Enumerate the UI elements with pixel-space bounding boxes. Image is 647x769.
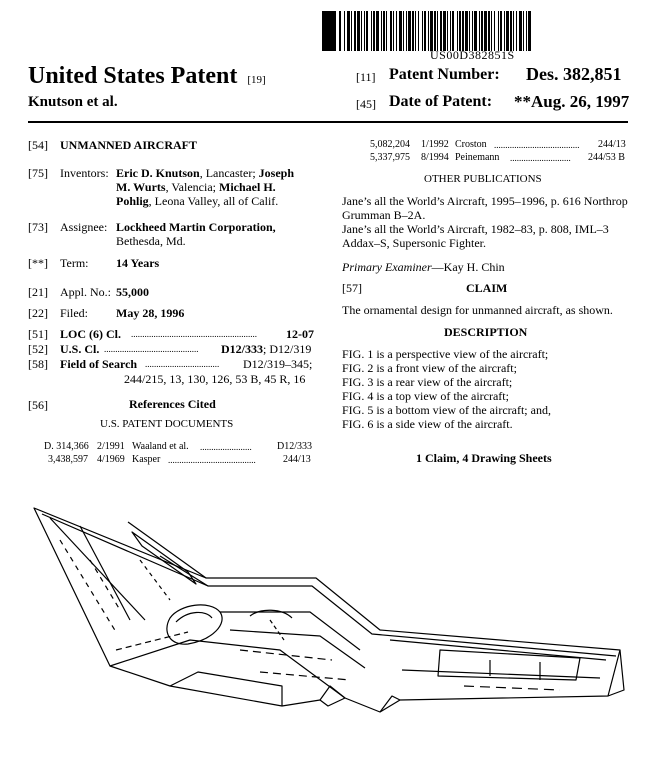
ref-date: 4/1969 xyxy=(97,454,125,465)
loc-label: LOC (6) Cl. xyxy=(60,327,121,341)
assignee-code: [73] xyxy=(28,220,48,234)
ref-num: D. 314,366 xyxy=(44,441,89,452)
ref-num: 3,438,597 xyxy=(48,454,88,465)
ref-date: 8/1994 xyxy=(421,152,449,163)
ref-class: D12/333 xyxy=(277,441,312,452)
primary-examiner: Primary Examiner—Kay H. Chin xyxy=(342,260,505,274)
ref-name: Peinemann xyxy=(455,152,500,163)
ref-class: 244/13 xyxy=(283,454,311,465)
uscl-dots: .......................................... xyxy=(104,344,199,354)
fig-item: FIG. 2 is a front view of the aircraft; xyxy=(342,361,517,375)
assignee-line-2: Bethesda, Md. xyxy=(116,234,186,248)
aircraft-drawing xyxy=(20,500,630,745)
filed-value: May 28, 1996 xyxy=(116,306,185,320)
inventors-line-1: Eric D. Knutson, Lancaster; Joseph xyxy=(116,166,294,180)
ref-num: 5,082,204 xyxy=(370,139,410,150)
inventors-line-3: Pohlig, Leona Valley, all of Calif. xyxy=(116,194,279,208)
refs-title: References Cited xyxy=(129,397,216,411)
uscl-code: [52] xyxy=(28,342,48,356)
ref-class: 244/53 B xyxy=(588,152,625,163)
claim-text: The ornamental design for unmanned aircraft, as shown. xyxy=(342,303,613,317)
assignee-line-1: Lockheed Martin Corporation, xyxy=(116,220,276,234)
description-title: DESCRIPTION xyxy=(444,325,528,339)
loc-dots: ........................................................ xyxy=(131,329,257,339)
fig-item: FIG. 3 is a rear view of the aircraft; xyxy=(342,375,513,389)
claim-title: CLAIM xyxy=(466,281,508,295)
search-code: [58] xyxy=(28,357,48,371)
filed-label: Filed: xyxy=(60,306,89,320)
ref-num: 5,337,975 xyxy=(370,152,410,163)
number-label: Patent Number: xyxy=(389,66,500,83)
search-label: Field of Search xyxy=(60,357,138,371)
term-code: [**] xyxy=(28,256,48,270)
ref-dots: ....................... xyxy=(200,442,252,452)
date-code: [45] xyxy=(356,97,376,111)
fig-item: FIG. 1 is a perspective view of the aircraft; xyxy=(342,347,549,361)
barcode xyxy=(322,11,626,51)
fig-item: FIG. 6 is a side view of the aircraft. xyxy=(342,417,513,431)
fig-item: FIG. 5 is a bottom view of the aircraft; and, xyxy=(342,403,551,417)
pub-1-line-2: Grumman B–2A. xyxy=(342,208,426,222)
ref-date: 2/1991 xyxy=(97,441,125,452)
appl-code: [21] xyxy=(28,285,48,299)
ref-dots: ....................................... xyxy=(168,455,256,465)
ref-name: Croston xyxy=(455,139,487,150)
date-value: **Aug. 26, 1997 xyxy=(514,92,630,111)
search-value-1: D12/319–345; xyxy=(243,357,313,371)
filed-code: [22] xyxy=(28,306,48,320)
ref-dots: ........................... xyxy=(510,153,571,163)
appl-label: Appl. No.: xyxy=(60,285,111,299)
pub-2-line-1: Jane’s all the World’s Aircraft, 1982–83, p. 808, IML–3 xyxy=(342,222,609,236)
fig-item: FIG. 4 is a top view of the aircraft; xyxy=(342,389,509,403)
patent-authors: Knutson et al. xyxy=(28,94,118,110)
refs-code: [56] xyxy=(28,398,48,412)
term-label: Term: xyxy=(60,256,89,270)
assignee-label: Assignee: xyxy=(60,220,108,234)
date-label: Date of Patent: xyxy=(389,93,493,110)
other-pubs-title: OTHER PUBLICATIONS xyxy=(424,173,542,185)
pub-1-line-1: Jane’s all the World’s Aircraft, 1995–1996, p. 616 Northrop xyxy=(342,194,628,208)
patent-country-title xyxy=(28,63,266,90)
ref-date: 1/1992 xyxy=(421,139,449,150)
ref-name: Kasper xyxy=(132,454,161,465)
number-code: [11] xyxy=(356,70,376,84)
pub-2-line-2: Addax–S, Supersonic Fighter. xyxy=(342,236,486,250)
ref-class: 244/13 xyxy=(598,139,626,150)
country-code: [19] xyxy=(247,74,266,86)
title-code: [54] xyxy=(28,138,48,152)
search-dots: ................................. xyxy=(145,359,220,369)
loc-value: 12-07 xyxy=(286,327,314,341)
barcode-number: US00D382851S xyxy=(430,48,515,62)
claim-code: [57] xyxy=(342,281,362,295)
uscl-value: D12/333; D12/319 xyxy=(221,342,312,356)
country-text: United States Patent xyxy=(28,63,238,89)
inventors-code: [75] xyxy=(28,166,48,180)
term-value: 14 Years xyxy=(116,256,160,270)
inventors-line-2: M. Wurts, Valencia; Michael H. xyxy=(116,180,276,194)
ref-dots: ...................................... xyxy=(494,140,580,150)
ref-name: Waaland et al. xyxy=(132,441,189,452)
us-docs-title: U.S. PATENT DOCUMENTS xyxy=(100,418,234,430)
invention-title: UNMANNED AIRCRAFT xyxy=(60,138,197,152)
inventors-label: Inventors: xyxy=(60,166,109,180)
claims-summary: 1 Claim, 4 Drawing Sheets xyxy=(416,451,552,465)
number-value: Des. 382,851 xyxy=(526,64,622,84)
header-rule xyxy=(28,121,628,123)
appl-value: 55,000 xyxy=(116,285,149,299)
search-value-2: 244/215, 13, 130, 126, 53 B, 45 R, 16 xyxy=(124,372,306,386)
loc-code: [51] xyxy=(28,327,48,341)
uscl-label: U.S. Cl. xyxy=(60,342,100,356)
